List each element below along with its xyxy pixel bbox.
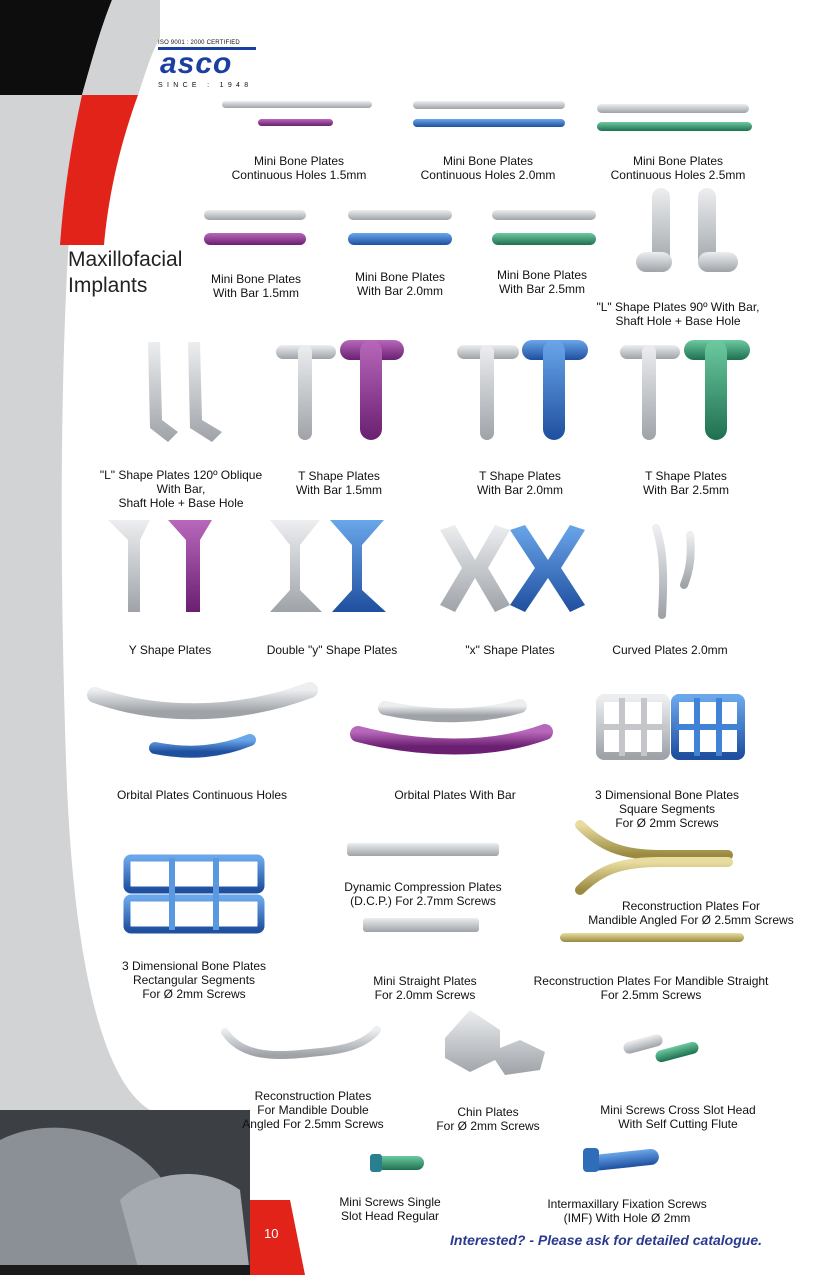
caption-line: Y Shape Plates <box>128 643 212 657</box>
asco-logo-text: asco <box>160 47 233 80</box>
caption-mini-plate-continuous-2-5 <box>598 140 758 196</box>
page-number: 10 <box>264 1226 279 1241</box>
caption-line: Mini Bone Plates <box>253 154 345 168</box>
caption-line: Mandible Angled For Ø 2.5mm Screws <box>588 913 794 927</box>
x-shape-image <box>440 525 585 612</box>
caption-line: With Bar 2.5mm <box>642 483 729 497</box>
3d-rectangular-image <box>127 858 261 930</box>
caption-line: Continuous Holes 2.0mm <box>420 168 556 182</box>
section-title-line2: Implants <box>68 274 148 297</box>
caption-reconstruction-straight <box>520 960 782 1016</box>
double-y-shape-image <box>270 520 386 612</box>
caption-orbital-continuous <box>90 774 314 816</box>
caption-line: Curved Plates 2.0mm <box>612 643 728 657</box>
orbital-continuous-image <box>95 690 310 752</box>
chin-plate-image <box>445 1010 545 1075</box>
caption-line: Mini Bone Plates <box>442 154 534 168</box>
caption-line: For 2.5mm Screws <box>600 988 702 1002</box>
curved-plates-image <box>656 528 691 615</box>
caption-mini-straight <box>350 960 500 1016</box>
mini-plate-bar-2-5-image <box>492 210 596 245</box>
caption-line: Reconstruction Plates For Mandible Straight <box>533 974 769 988</box>
caption-line: Rectangular Segments <box>132 973 256 987</box>
caption-line: "L" Shape Plates 90º With Bar, <box>596 300 760 314</box>
caption-line: Shaft Hole + Base Hole <box>118 496 244 510</box>
caption-line: Chin Plates <box>457 1105 519 1119</box>
caption-line: Double "y" Shape Plates <box>266 643 398 657</box>
caption-line: Square Segments <box>618 802 716 816</box>
t-shape-1-5-image <box>276 340 404 440</box>
caption-line: With Bar 1.5mm <box>212 286 299 300</box>
catalogue-call-to-action: Interested? - Please ask for detailed catalogue. <box>450 1232 762 1248</box>
caption-line: T Shape Plates <box>645 469 727 483</box>
caption-t-shape-1-5 <box>280 455 398 511</box>
mini-plate-bar-2-0-image <box>348 210 452 245</box>
mini-screws-single-slot-image <box>370 1154 424 1172</box>
reconstruction-double-angled-image <box>225 1030 377 1055</box>
since-year: SINCE : 1948 <box>158 82 253 89</box>
caption-orbital-bar <box>370 774 540 816</box>
caption-line: With Bar 2.0mm <box>356 284 443 298</box>
caption-line: 3 Dimensional Bone Plates <box>121 959 267 973</box>
caption-line: For Ø 2mm Screws <box>436 1119 540 1133</box>
caption-line: Intermaxillary Fixation Screws <box>547 1197 707 1211</box>
caption-curved-plates <box>600 629 740 671</box>
y-shape-image <box>108 520 212 612</box>
caption-dcp <box>330 866 516 922</box>
caption-double-y-shape <box>252 629 412 671</box>
caption-3d-rectangular <box>104 945 284 1015</box>
3d-square-image <box>600 698 741 756</box>
caption-line: Shaft Hole + Base Hole <box>615 314 741 328</box>
caption-line: For Ø 2mm Screws <box>615 816 719 830</box>
caption-y-shape <box>100 629 240 671</box>
caption-line: "x" Shape Plates <box>465 643 555 657</box>
caption-line: Continuous Holes 1.5mm <box>231 168 367 182</box>
caption-line: Reconstruction Plates For <box>621 899 761 913</box>
caption-x-shape <box>430 629 590 671</box>
caption-line: For 2.0mm Screws <box>374 988 476 1002</box>
caption-t-shape-2-5 <box>627 455 745 511</box>
caption-line: (D.C.P.) For 2.7mm Screws <box>350 894 496 908</box>
caption-reconstruction-angled <box>578 885 804 941</box>
caption-line: With Bar 2.0mm <box>476 483 563 497</box>
caption-line: Angled For 2.5mm Screws <box>242 1117 384 1131</box>
caption-mini-plate-bar-2-0 <box>340 256 460 312</box>
l-shape-120-image <box>148 342 222 442</box>
caption-line: Mini Bone Plates <box>354 270 446 284</box>
caption-line: (IMF) With Hole Ø 2mm <box>563 1211 691 1225</box>
caption-line: Slot Head Regular <box>340 1209 440 1223</box>
caption-3d-square <box>577 774 757 844</box>
caption-l-shape-90 <box>588 286 768 342</box>
imf-screws-image <box>583 1148 660 1172</box>
orbital-bar-image <box>358 706 545 747</box>
caption-line: Reconstruction Plates <box>254 1089 372 1103</box>
caption-mini-screws-cross-slot <box>588 1089 768 1145</box>
t-shape-2-5-image <box>620 340 750 440</box>
caption-line: Mini Screws Cross Slot Head <box>600 1103 756 1117</box>
caption-line: Mini Bone Plates <box>210 272 302 286</box>
caption-line: Orbital Plates Continuous Holes <box>116 788 288 802</box>
caption-l-shape-120 <box>90 454 272 524</box>
caption-mini-plate-continuous-2-0 <box>408 140 568 196</box>
caption-line: With Bar, <box>156 482 206 496</box>
caption-line: 3 Dimensional Bone Plates <box>594 788 740 802</box>
caption-line: Orbital Plates With Bar <box>394 788 516 802</box>
mini-plate-continuous-1-5-image <box>222 101 372 126</box>
caption-mini-plate-bar-1-5 <box>196 258 316 314</box>
caption-line: Dynamic Compression Plates <box>344 880 502 894</box>
mini-plate-bar-1-5-image <box>204 210 306 245</box>
caption-line: T Shape Plates <box>298 469 380 483</box>
mini-screws-cross-slot-image <box>622 1033 700 1063</box>
caption-line: For Ø 2mm Screws <box>142 987 246 1001</box>
caption-line: With Self Cutting Flute <box>618 1117 738 1131</box>
caption-line: Mini Bone Plates <box>632 154 724 168</box>
caption-line: For Mandible Double <box>257 1103 369 1117</box>
caption-line: With Bar 1.5mm <box>295 483 382 497</box>
caption-mini-plate-continuous-1-5 <box>219 140 379 196</box>
mini-plate-continuous-2-5-image <box>597 104 752 131</box>
caption-line: With Bar 2.5mm <box>498 282 585 296</box>
caption-mini-plate-bar-2-5 <box>482 254 602 310</box>
t-shape-2-0-image <box>457 340 588 440</box>
caption-chin-plates <box>420 1091 556 1147</box>
mini-plate-continuous-2-0-image <box>413 101 565 127</box>
l-shape-90-image <box>636 188 738 272</box>
caption-reconstruction-double-angled <box>228 1075 398 1145</box>
caption-line: Mini Straight Plates <box>373 974 477 988</box>
caption-line: Mini Bone Plates <box>496 268 588 282</box>
caption-line: T Shape Plates <box>479 469 561 483</box>
caption-mini-screws-single-slot <box>320 1181 460 1237</box>
dcp-plate-image <box>347 843 499 856</box>
caption-line: Mini Screws Single <box>339 1195 441 1209</box>
caption-line: "L" Shape Plates 120º Oblique <box>99 468 263 482</box>
caption-imf-screws <box>536 1183 718 1239</box>
caption-line: Continuous Holes 2.5mm <box>610 168 746 182</box>
iso-certification: ISO 9001 : 2000 CERTIFIED <box>158 40 240 46</box>
caption-t-shape-2-0 <box>461 455 579 511</box>
section-title-line1: Maxillofacial <box>68 248 183 271</box>
